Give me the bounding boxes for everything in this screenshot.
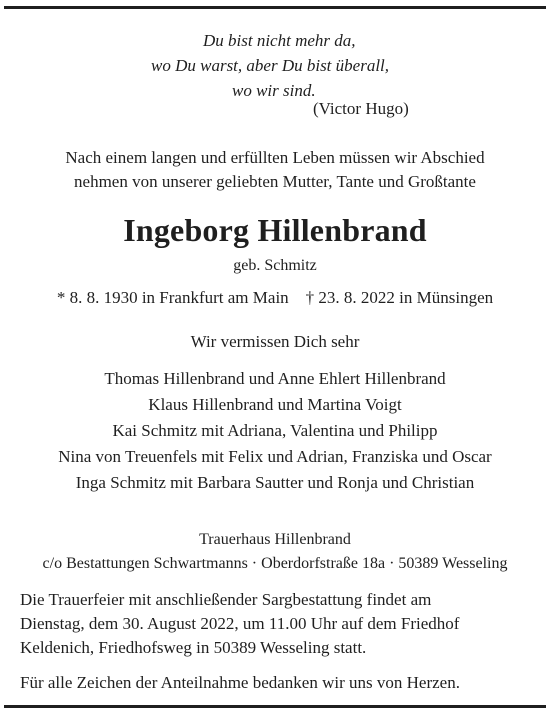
mourner-line: Kai Schmitz mit Adriana, Valentina und Philipp [112, 421, 438, 440]
life-dates [0, 286, 550, 310]
maiden-name: geb. Schmitz [233, 257, 317, 274]
funeral-line: Keldenich, Friedhofsweg in 50389 Wesseling statt. [20, 638, 367, 657]
intro-line: Nach einem langen und erfüllten Leben müssen wir Abschied [65, 148, 485, 167]
funeral-line: Dienstag, dem 30. August 2022, um 11.00 Uhr auf dem Friedhof [20, 614, 460, 633]
deceased-name: Ingeborg Hillenbrand [123, 212, 427, 248]
contact-address: c/o Bestattungen Schwartmanns · Oberdorfstraße 18a · 50389 Wesseling [42, 555, 508, 572]
mourner-line: Klaus Hillenbrand und Martina Voigt [148, 395, 402, 414]
thanks-line: Für alle Zeichen der Anteilnahme bedanken wir uns von Herzen. [20, 673, 460, 692]
bottom-border-rule [4, 705, 546, 708]
funeral-line: Die Trauerfeier mit anschließender Sargbestattung findet am [20, 590, 432, 609]
mourner-line: Thomas Hillenbrand und Anne Ehlert Hillenbrand [104, 369, 446, 388]
quote-line-2: wo Du warst, aber Du bist überall, [151, 56, 390, 75]
quote-line-3: wo wir sind. [232, 81, 316, 100]
top-border-rule [4, 6, 546, 9]
death-date: † 23. 8. 2022 in Münsingen [305, 288, 494, 307]
mourning-house: Trauerhaus Hillenbrand [199, 531, 351, 548]
mourners-list [0, 366, 550, 496]
intro-line: nehmen von unserer geliebten Mutter, Tante und Großtante [74, 172, 476, 191]
mourner-line: Nina von Treuenfels mit Felix und Adrian, Franziska und Oscar [58, 447, 492, 466]
intro-text [0, 146, 550, 194]
birth-date: * 8. 8. 1930 in Frankfurt am Main [56, 288, 289, 307]
funeral-info [20, 588, 540, 660]
mourner-line: Inga Schmitz mit Barbara Sautter und Ronja und Christian [75, 473, 475, 492]
miss-line: Wir vermissen Dich sehr [190, 332, 360, 351]
quote-author: (Victor Hugo) [313, 99, 409, 118]
quote-line-1: Du bist nicht mehr da, [203, 31, 356, 50]
